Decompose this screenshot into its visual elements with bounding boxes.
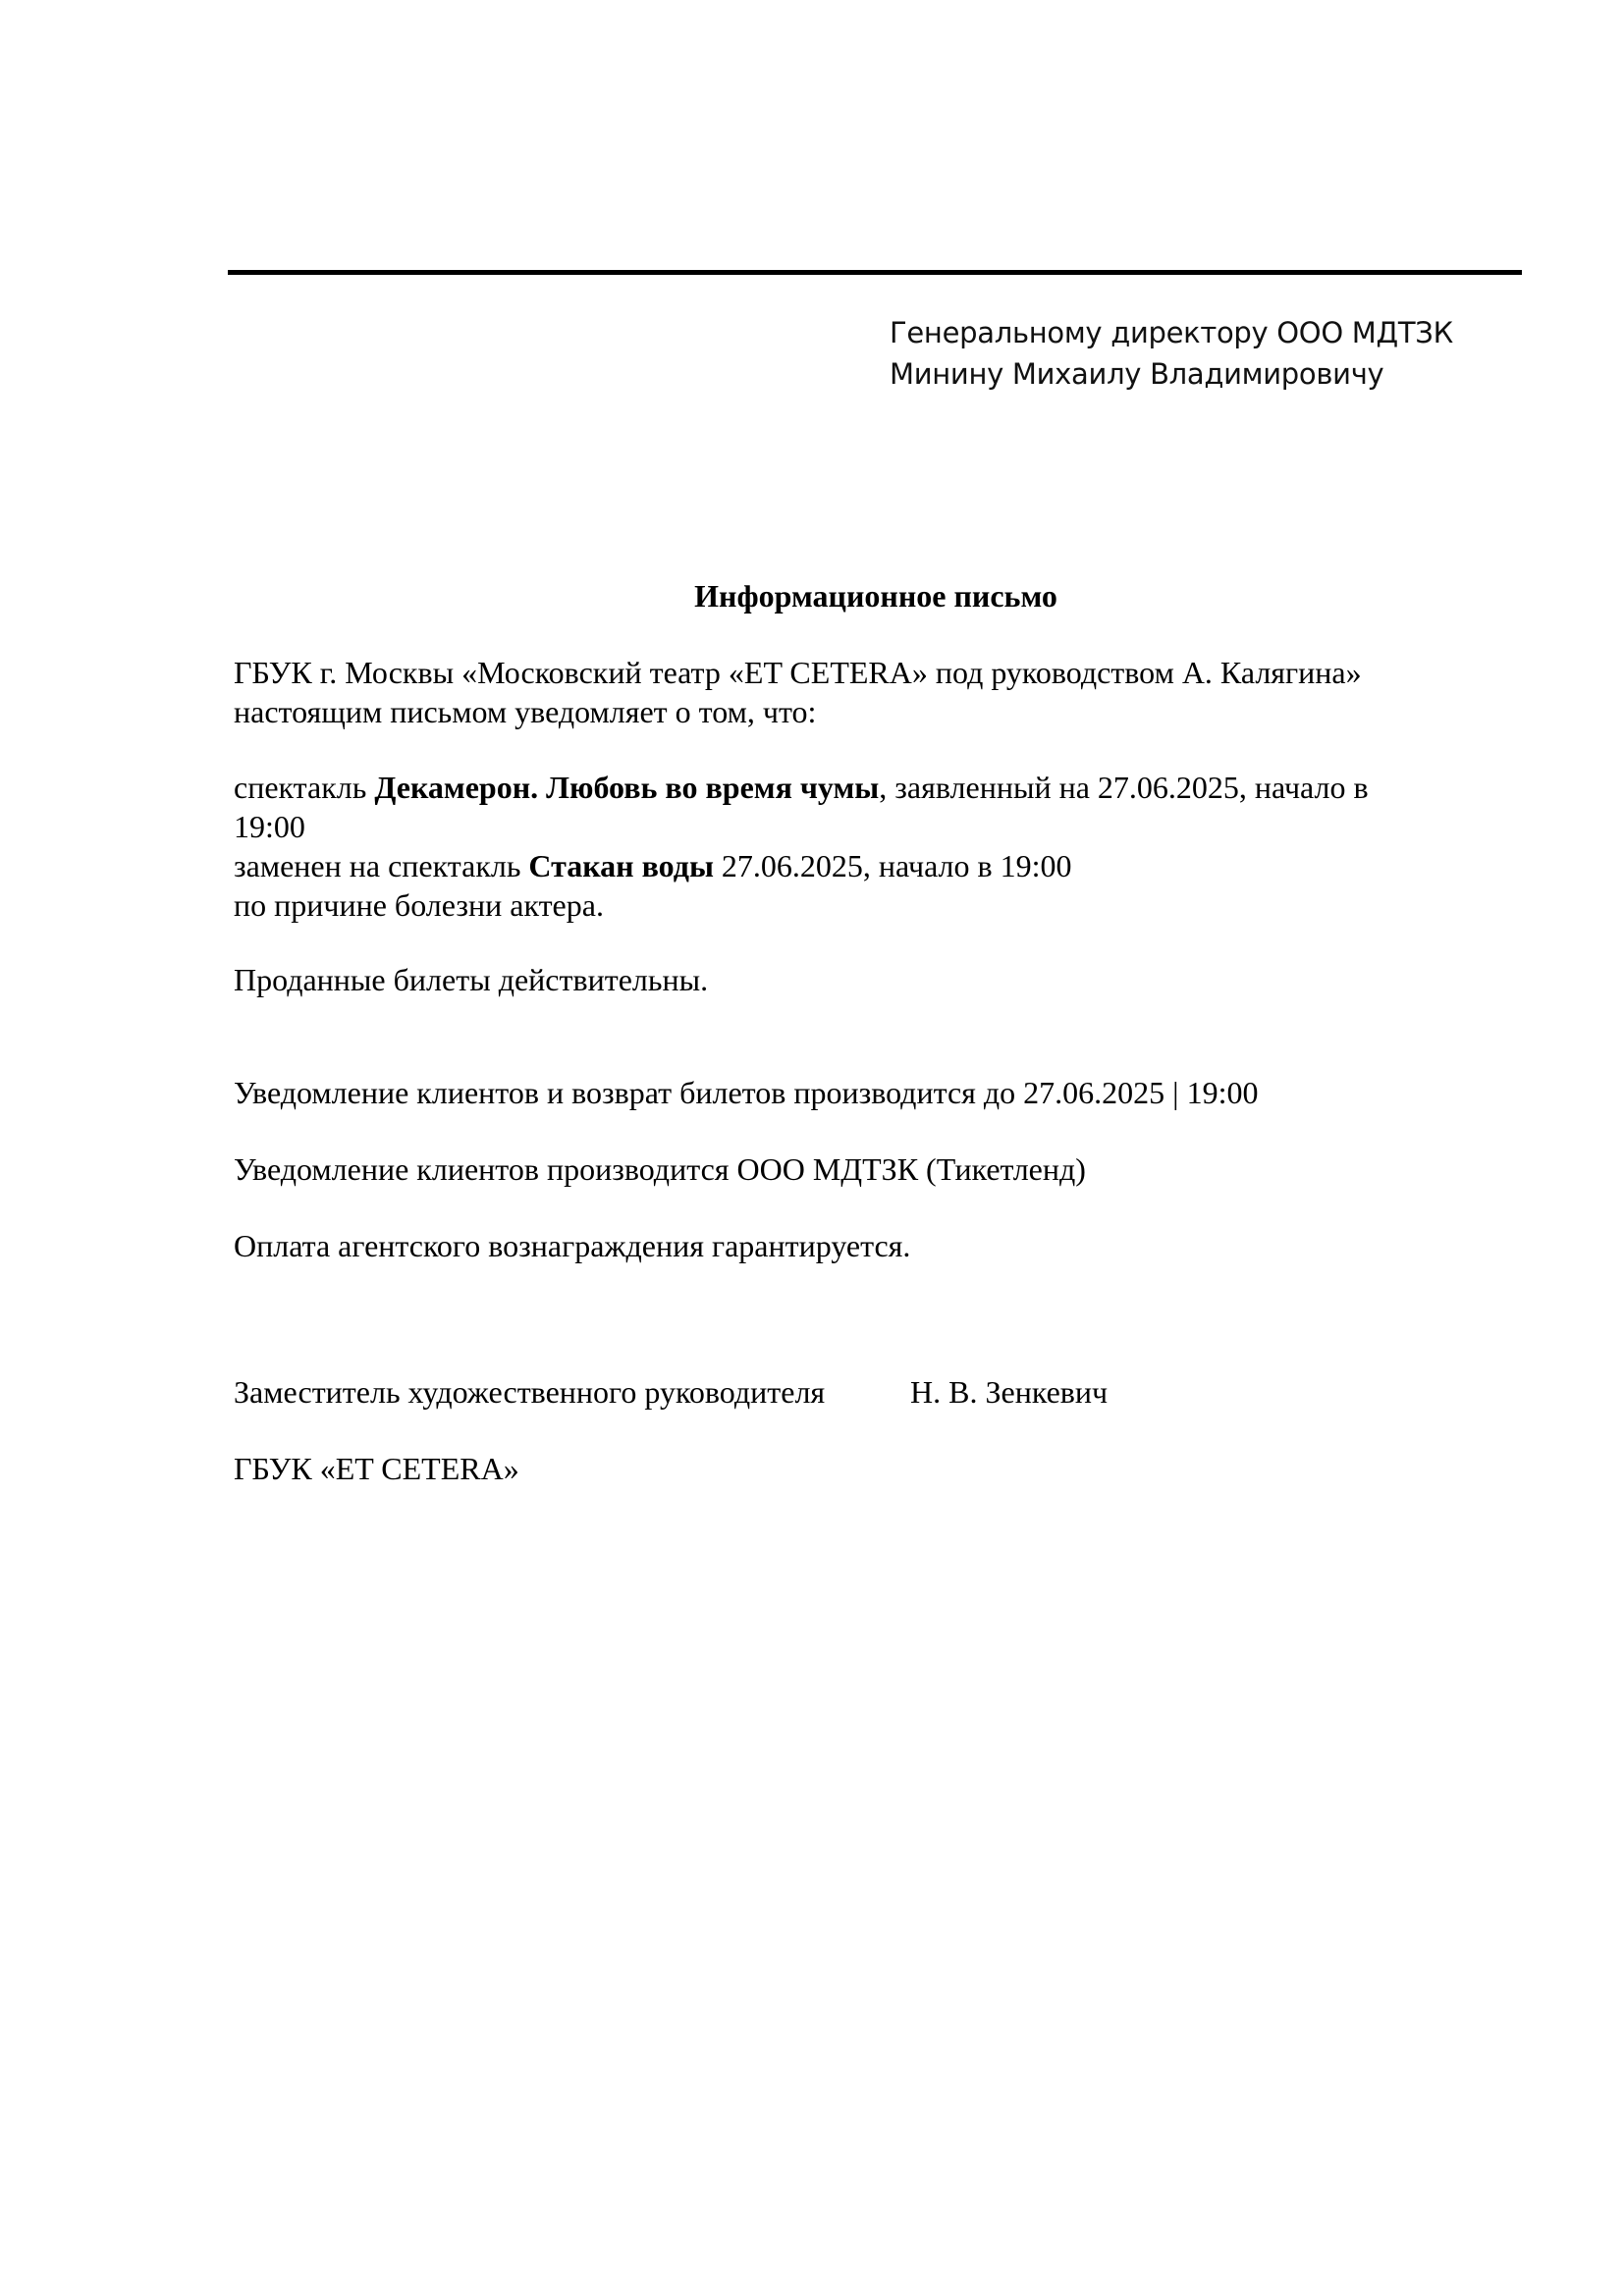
replacement-reason: по причине болезни актера. [234,887,604,923]
addressee-block [890,312,1453,395]
intro-paragraph [234,653,1451,731]
intro-line-1: ГБУК г. Москвы «Московский театр «ET CETERA» под руководством А. Калягина» [234,655,1362,690]
new-show-line [234,846,1451,885]
old-show-line [234,768,1451,807]
signatory-position: Заместитель художественного руководителя [234,1374,826,1410]
old-show-prefix: спектакль [234,770,375,805]
tickets-valid-text: Проданные билеты действительны. [234,962,709,997]
signatory-name: Н. В. Зенкевич [910,1374,1109,1410]
letter-title: Информационное письмо [694,578,1057,614]
signatory-organization: ГБУК «ET CETERA» [234,1451,519,1486]
intro-line-2: настоящим письмом уведомляет о том, что: [234,694,817,729]
payment-text: Оплата агентского вознаграждения гарантируется. [234,1228,911,1263]
notice-deadline-text: Уведомление клиентов и возврат билетов производится до 27.06.2025 | 19:00 [234,1075,1259,1110]
old-show-title: Декамерон. Любовь во время чумы [374,770,880,805]
old-show-details: , заявленный на 27.06.2025, начало в [879,770,1369,805]
notice-by-text: Уведомление клиентов производится ООО МДТЗК (Тикетленд) [234,1151,1086,1187]
addressee-line-2: Минину Михаилу Владимировичу [890,357,1384,391]
addressee-line-1: Генеральному директору ООО МДТЗК [890,316,1453,349]
old-show-time: 19:00 [234,809,305,844]
new-show-prefix: заменен на спектакль [234,848,529,883]
header-rule [228,270,1522,275]
replacement-paragraph [234,768,1451,925]
new-show-details: 27.06.2025, начало в 19:00 [713,848,1072,883]
new-show-title: Стакан воды [528,848,714,883]
